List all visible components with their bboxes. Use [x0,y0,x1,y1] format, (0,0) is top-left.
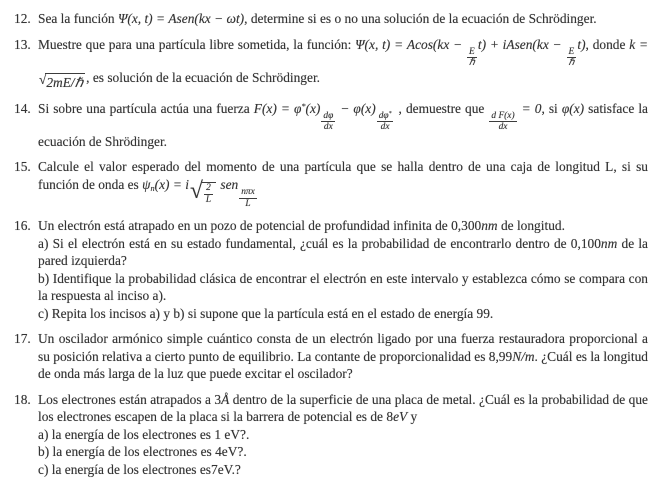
text-run: Un oscilador armónico simple cuántico consta de un electrón ligado por una fuerza restauradora proporcional a su posición relativa a cierto punto de equilibrio. La contante de proporcionalidad es 8,99 [38,331,648,364]
fraction: $\frac{\text{d F(x)}}{dx}$ [491,110,515,133]
math-run: N/m [512,348,535,364]
problem-number: 16. [14,218,31,234]
math-run: (x) = i [154,176,189,192]
text-run: Calcule el valor esperado del momento de una partícula que se halla dentro de una caja de longitud L, si su función de onda es [38,159,648,192]
math-run: 2mE/ℏ [46,75,84,91]
square-root [39,73,85,92]
fraction: $\frac{E}{\text{ℏ}}$ [568,46,575,69]
problem-text [38,10,648,28]
problem-number: 15. [14,159,31,175]
math-run: dφ [378,110,389,121]
text-run: , es solución de la ecuación de Schrödinger. [86,69,321,85]
problem-number: 18. [14,391,31,407]
problem-text [38,100,648,151]
math-run: k = [629,36,648,52]
problem-item [14,158,648,209]
math-run: Ψ(x, t) = Acos(kx − [355,36,466,52]
text-run: de longitud. [497,218,565,234]
text-run: de la pared izquierda? [38,235,648,269]
problem-text [38,391,648,478]
math-run: t) [577,36,586,52]
math-run: sen [217,176,239,192]
text-run: satisface la ecuación de Shrödinger. [38,100,648,149]
superscript: * [388,111,392,118]
math-run: Ψ(x, t) = Asen(kx − ωt) [117,11,245,26]
math-run: ψ [142,176,151,192]
text-run: Los electrones están atrapados a 3 [38,391,222,407]
superscript: * [301,101,306,111]
text-run: dentro de la superficie de una placa de metal. ¿Cuál es la probabilidad de que los electrones escapen de la placa si la barrera de potencial es de 8 [38,391,648,425]
problem-text [38,36,648,92]
problem-number: 13. [14,36,31,52]
radical-sign: √ [189,178,203,205]
math-run: Å [221,391,230,407]
text-run: . ¿Cuál es la longitud de onda más larga de la luz que puede excitar el oscilador? [38,348,648,382]
text-run: , determine si es o no una solución de la ecuación de Schrödinger. [244,11,597,26]
text-run: , donde [585,36,630,52]
math-run: = 0 [517,100,542,116]
fraction: $\frac{E}{\text{ℏ}}$ [468,46,475,69]
fraction: $\frac{2}{L}$ [205,183,212,205]
text-run: , si [541,100,562,116]
problem-text [38,158,648,209]
math-run: φ(x) [561,100,585,116]
problem-number: 12. [14,11,31,26]
text-run: c) Repita los incisos a) y b) si supone que la partícula está en el estado de energía 99. [38,305,494,321]
fraction: $\frac{d\varphi}{dx}$ [323,110,334,133]
problem-item [14,391,648,478]
problem-item [14,36,648,92]
math-run: nm [481,218,498,234]
text-run: Si sobre una partícula actúa una fuerza [38,100,254,116]
problem-text [38,217,648,322]
text-run: c) la energía de los electrones es7eV.? [38,461,241,477]
problem-item [14,10,648,28]
problem-item [14,100,648,151]
problem-item [14,217,648,322]
math-run: t) + iAsen(kx − [477,36,566,52]
radical-sign: √ [39,72,47,88]
text-run: y [407,409,418,425]
text-run: Muestre que para una partícula libre sometida, la función: [38,36,356,52]
math-run: nm [600,235,618,251]
math-run: (x) [305,100,321,116]
fraction: $\frac{\text{nπx}}{L}$ [241,187,255,209]
subscript: n [150,184,155,194]
text-run: Sea la función [38,11,118,26]
text-run: a) Si el electrón está en su estado fundamental, ¿cuál es la probabilidad de encontrarlo dentro de 0,100 [38,235,601,251]
text-run: Un electrón está atrapado en un pozo de potencial de profundidad infinita de 0,300 [38,218,482,234]
square-root [189,178,216,205]
problem-number: 14. [14,100,31,116]
problem-list [14,10,648,478]
text-run: b) la energía de los electrones es 4eV?. [38,444,247,460]
text-run: a) la energía de los electrones es 1 eV?. [38,426,250,442]
problem-item [14,330,648,383]
math-run: F(x) = φ [253,100,302,116]
problem-number: 17. [14,331,31,347]
text-run: , demuestre que [394,100,489,116]
math-run: eV [393,409,408,425]
text-run: b) Identifique la probabilidad clásica de encontrar el electrón en este intervalo y establezca cómo se compara con la respuesta al inciso a). [38,270,648,304]
math-run: − φ(x) [336,100,376,116]
fraction: $\frac{d\varphi^*}{dx}$ [378,110,392,133]
problem-text [38,330,648,383]
